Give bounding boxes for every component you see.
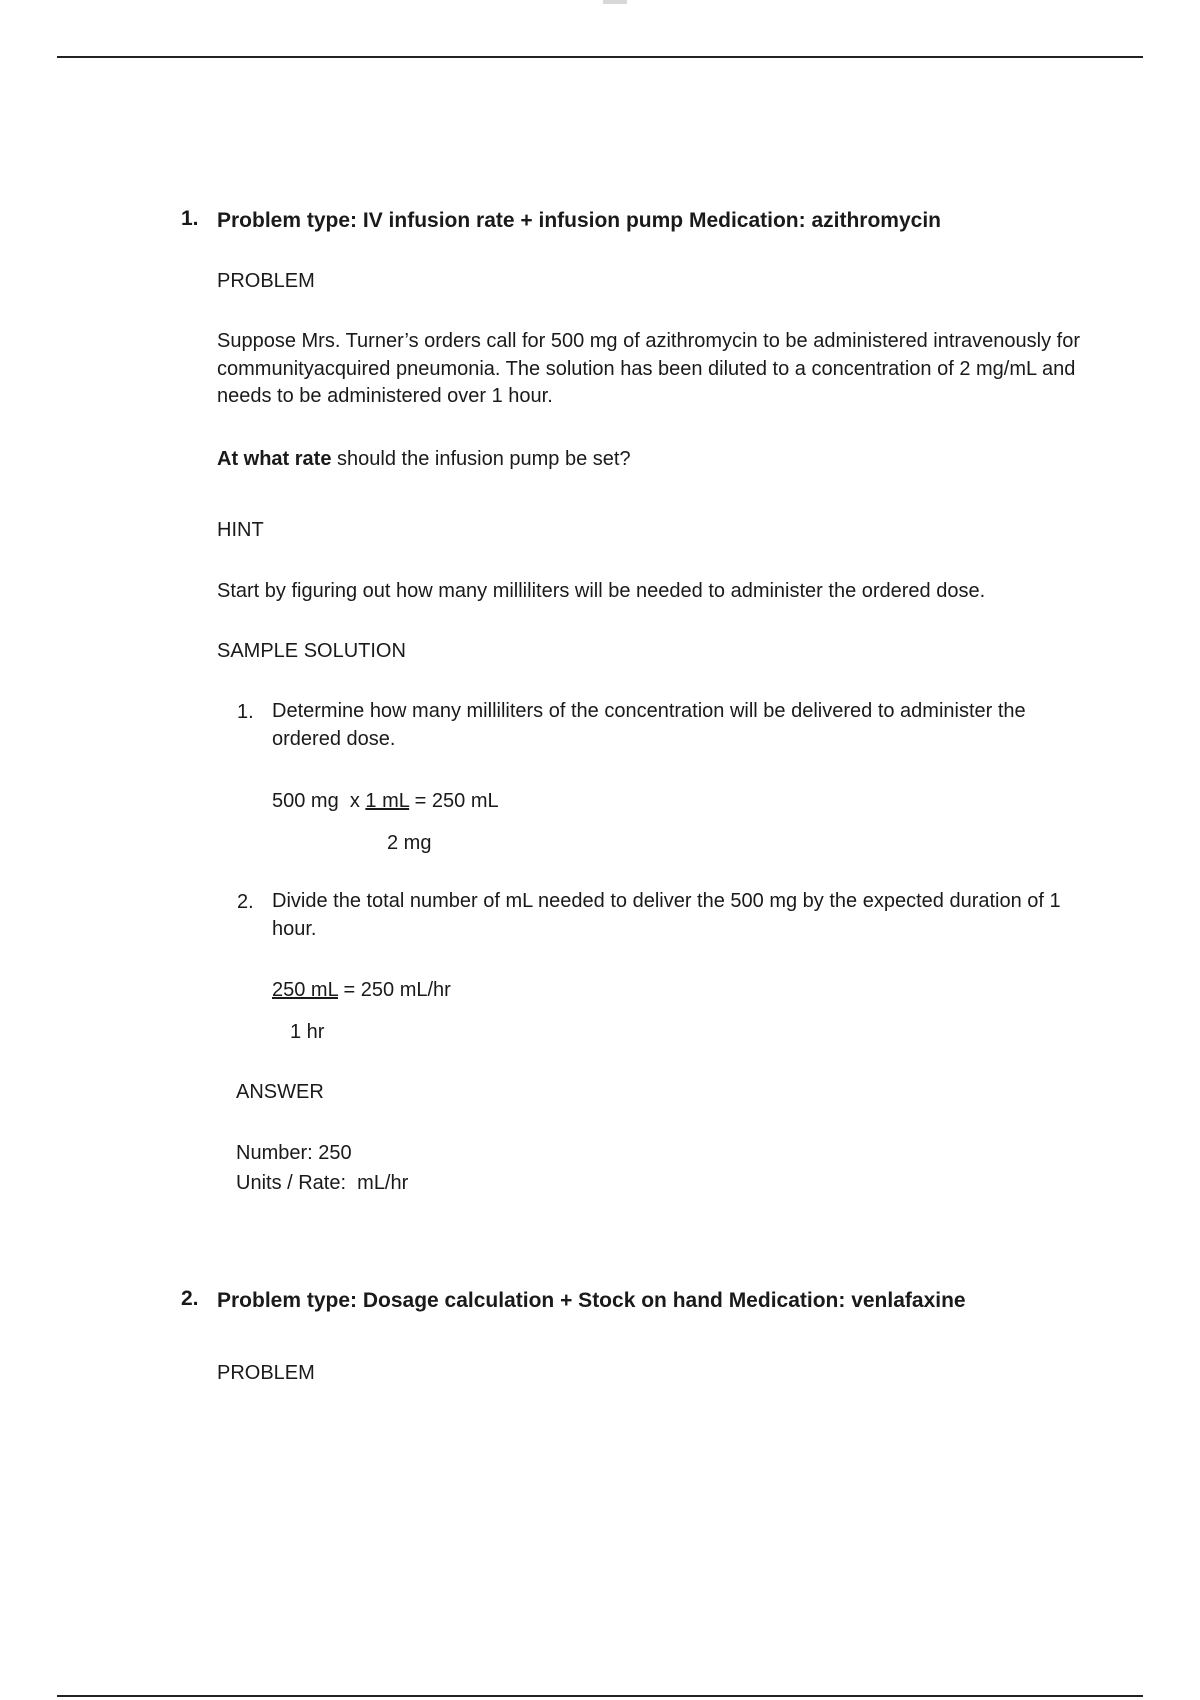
answer-label: ANSWER <box>236 1081 324 1103</box>
problem-1-problem-text: Suppose Mrs. Turner’s orders call for 500 mg of azithromycin to be administered intravenously for communityacquired pneumonia. The solution has been diluted to a concentration of 2 mg/mL and needs to be administered over 1 hour. <box>217 330 1080 407</box>
question-rest-text: should the infusion pump be set? <box>331 448 631 470</box>
calc-1-left: 500 mg x <box>272 790 366 812</box>
page-tab-marker <box>603 0 627 4</box>
calc-1-expression <box>272 787 499 815</box>
problem-1-problem-label: PROBLEM <box>217 270 315 292</box>
calc-1-result: = 250 mL <box>409 790 499 812</box>
problem-1-question <box>217 445 631 473</box>
problem-1-solution-label: SAMPLE SOLUTION <box>217 640 406 662</box>
problem-2-number: 2. <box>181 1287 199 1310</box>
step-1-text: Determine how many milliliters of the concentration will be delivered to administer the ordered dose. <box>272 700 1026 750</box>
calc-2-expression <box>272 976 451 1004</box>
problem-1-heading: Problem type: IV infusion rate + infusion pump Medication: azithromycin <box>217 209 941 232</box>
calc-2-result: = 250 mL/hr <box>337 979 451 1001</box>
calc-2-numerator: 250 mL <box>272 979 338 1001</box>
calc-2-denominator: 1 hr <box>290 1021 325 1043</box>
problem-1-number: 1. <box>181 207 199 230</box>
problem-2-heading: Problem type: Dosage calculation + Stock on hand Medication: venlafaxine <box>217 1289 966 1312</box>
answer-number: Number: 250 <box>236 1142 352 1164</box>
step-2-number: 2. <box>237 891 254 913</box>
problem-2-problem-label: PROBLEM <box>217 1362 315 1384</box>
answer-units: Units / Rate: mL/hr <box>236 1172 409 1194</box>
step-2-text: Divide the total number of mL needed to deliver the 500 mg by the expected duration of 1 hour. <box>272 890 1061 940</box>
calc-1-denominator: 2 mg <box>387 832 432 854</box>
step-1-number: 1. <box>237 701 254 723</box>
calc-1-numerator: 1 mL <box>365 790 410 812</box>
problem-1-hint-label: HINT <box>217 519 264 541</box>
header-rule <box>57 56 1143 58</box>
footer-rule <box>57 1695 1143 1697</box>
problem-1-hint-text: Start by figuring out how many milliliters will be needed to administer the ordered dose. <box>217 580 986 602</box>
question-bold-text: At what rate <box>217 448 332 470</box>
